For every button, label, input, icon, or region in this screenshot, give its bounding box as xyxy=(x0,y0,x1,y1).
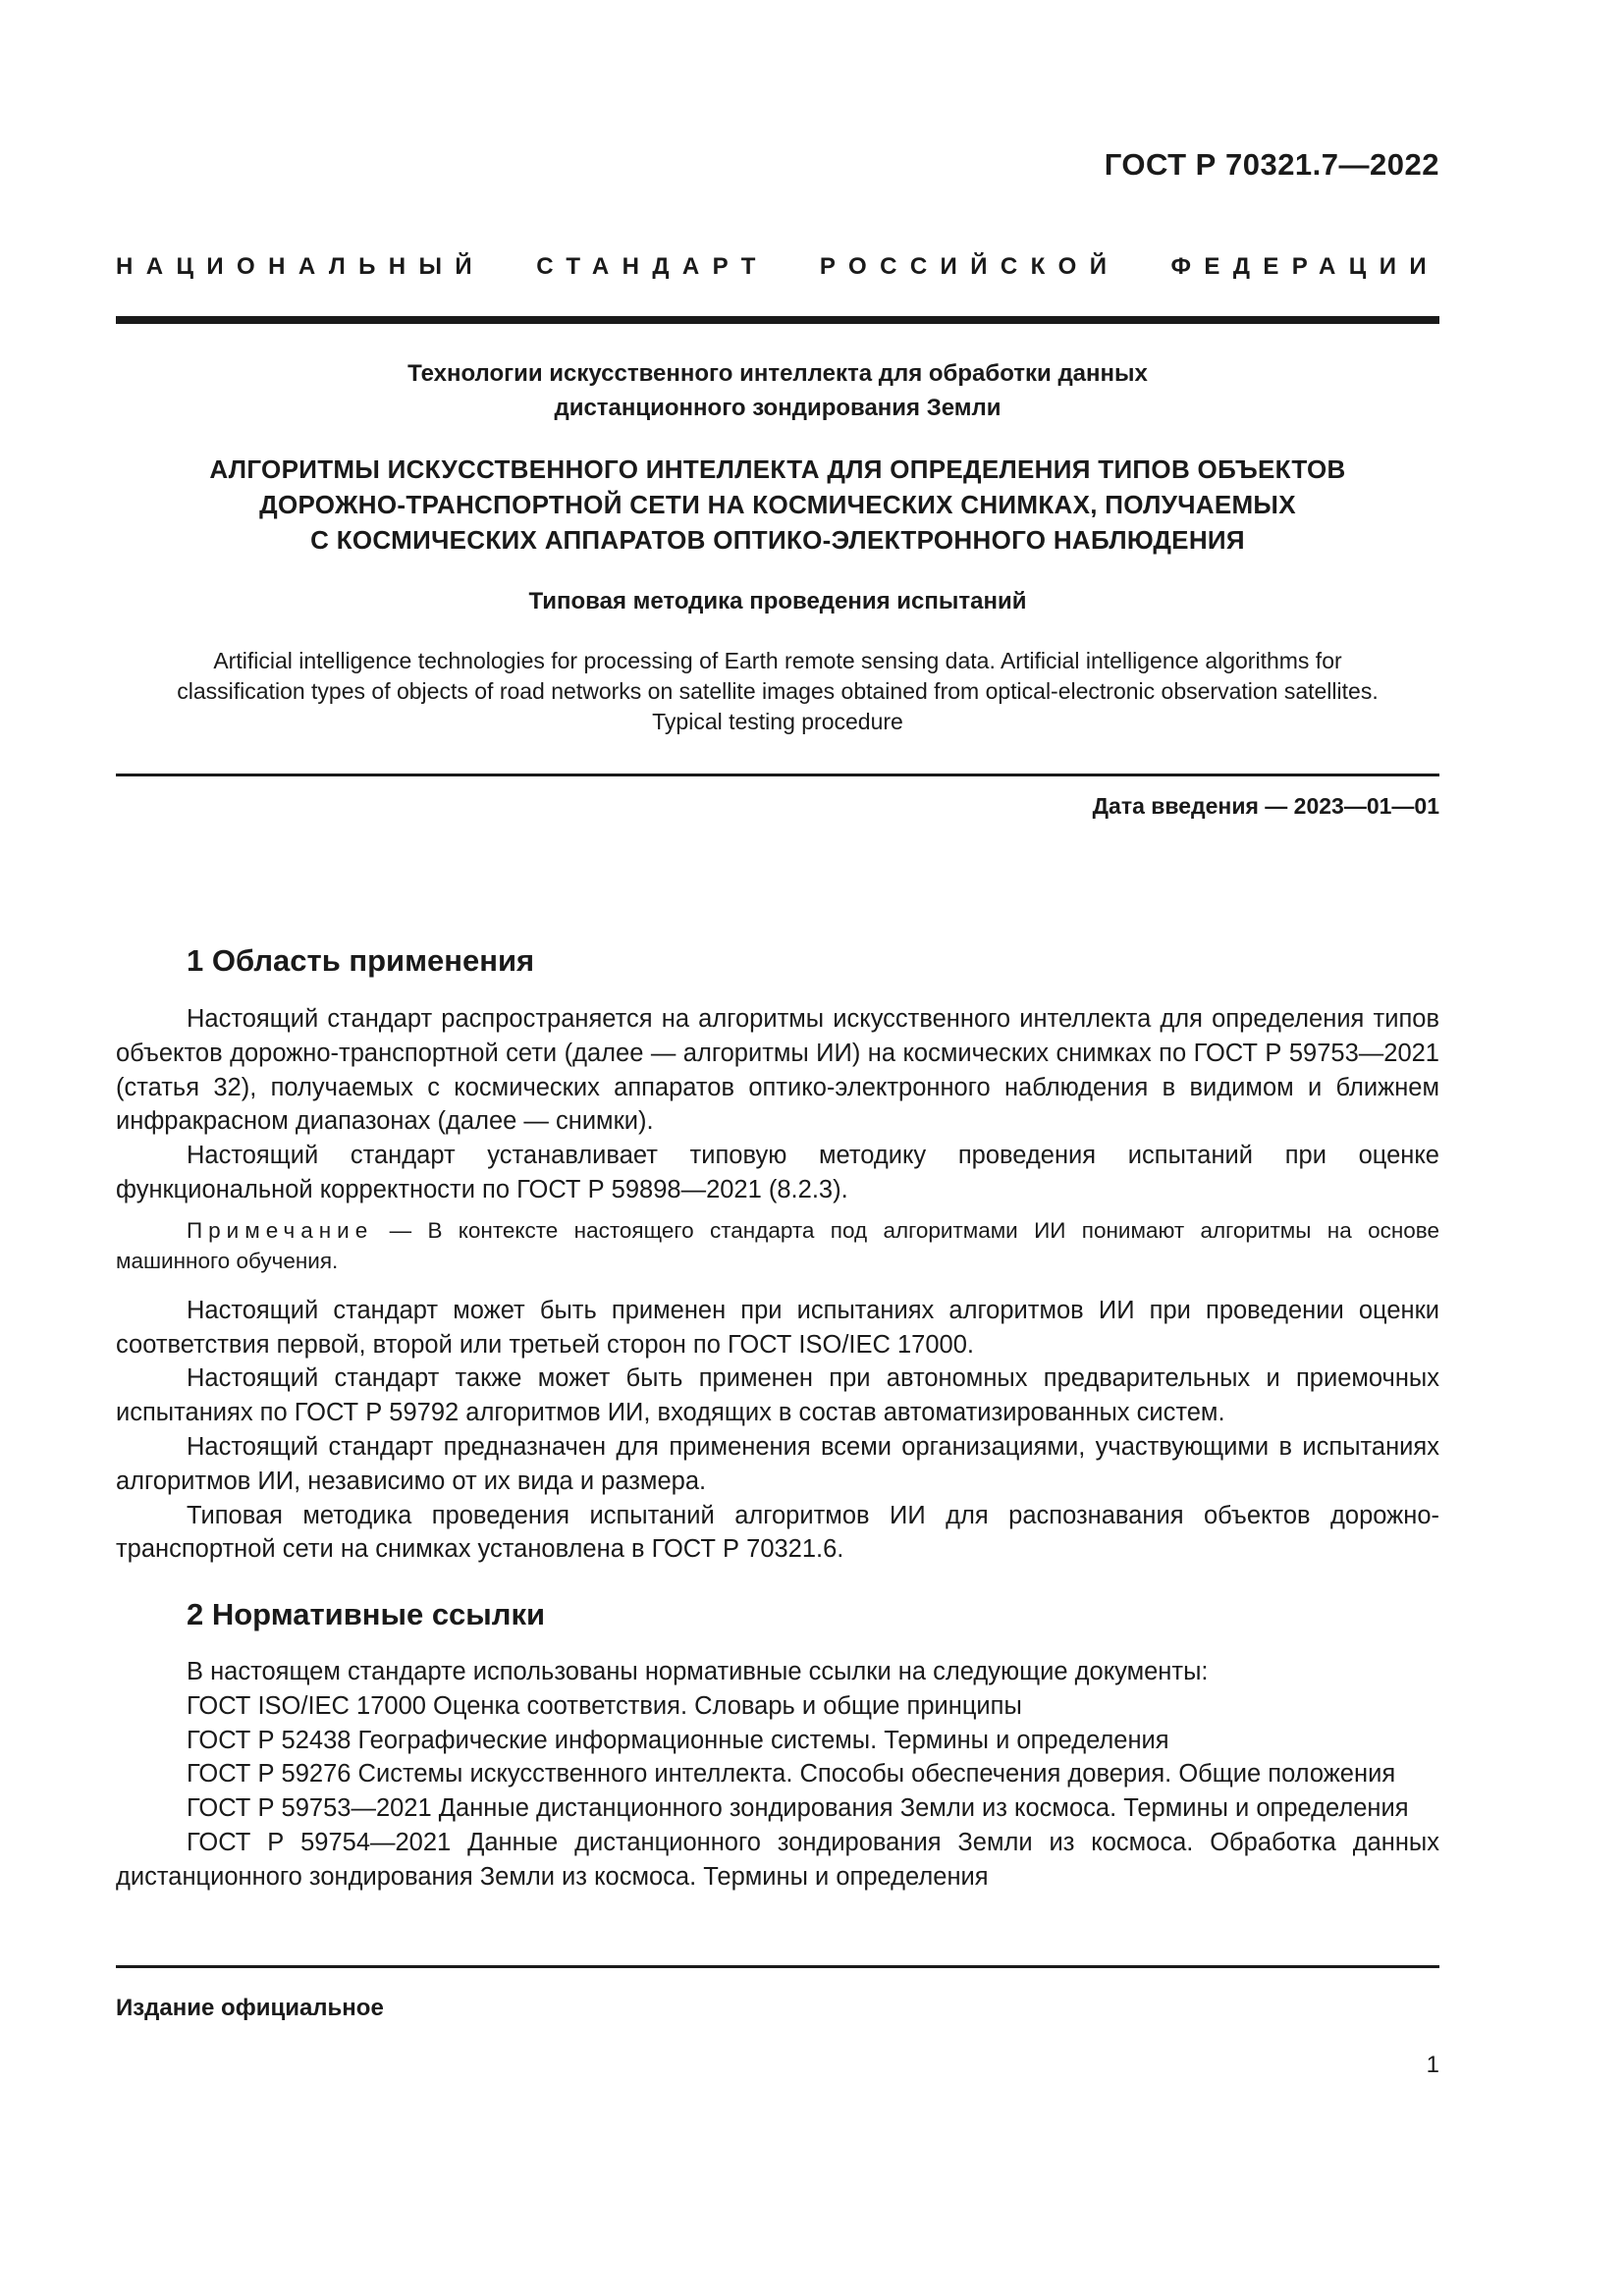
reference-item: ГОСТ ISO/IEC 17000 Оценка соответствия. Словарь и общие принципы xyxy=(187,1691,1022,1720)
english-title: Artificial intelligence technologies for processing of Earth remote sensing data. Artificial intelligence algorithms for classification types of objects of road networks on satellite images obtained from optical-electronic observation satellites. Typical testing procedure xyxy=(177,648,1379,734)
paragraph: В настоящем стандарте использованы нормативные ссылки на следующие документы: xyxy=(187,1658,1209,1685)
document-code: ГОСТ Р 70321.7—2022 xyxy=(1104,147,1439,182)
national-standard-banner: НАЦИОНАЛЬНЫЙ СТАНДАРТ РОССИЙСКОЙ ФЕДЕРАЦИИ xyxy=(116,253,1439,280)
paragraph: Настоящий стандарт также может быть применен при автономных предварительных и приемочных испытаниях по ГОСТ Р 59792 алгоритмов ИИ, входящих в состав автоматизированных систем. xyxy=(116,1364,1439,1427)
paragraph: Настоящий стандарт распространяется на алгоритмы искусственного интеллекта для определения типов объектов дорожно-транспортной сети (далее — алгоритмы ИИ) на космических снимках по ГОСТ Р 59753—2021 (статья 32), получаемых с космических аппаратов оптико-электронного наблюдения в видимом и ближнем инфракрасном диапазонах (далее — снимки). xyxy=(116,1005,1439,1136)
page-number: 1 xyxy=(1426,2052,1439,2078)
part-title: Типовая методика проведения испытаний xyxy=(528,588,1027,614)
paragraph: Типовая методика проведения испытаний алгоритмов ИИ для распознавания объектов дорожно-транспортной сети на снимках установлена в ГОСТ Р 70321.6. xyxy=(116,1501,1439,1564)
main-title: АЛГОРИТМЫ ИСКУССТВЕННОГО ИНТЕЛЛЕКТА ДЛЯ ОПРЕДЕЛЕНИЯ ТИПОВ ОБЪЕКТОВ ДОРОЖНО-ТРАНСПОРТНОЙ СЕТИ НА КОСМИЧЕСКИХ СНИМКАХ, ПОЛУЧАЕМЫХ С КОСМИЧЕСКИХ АППАРАТОВ ОПТИКО-ЭЛЕКТРОННОГО НАБЛЮДЕНИЯ xyxy=(209,454,1346,555)
paragraph: Настоящий стандарт может быть применен при испытаниях алгоритмов ИИ при проведении оценки соответствия первой, второй или третьей сторон по ГОСТ ISO/IEC 17000. xyxy=(116,1296,1439,1359)
official-edition-label: Издание официальное xyxy=(116,1995,384,2021)
reference-item: ГОСТ Р 59753—2021 Данные дистанционного зондирования Земли из космоса. Термины и определения xyxy=(187,1794,1409,1823)
section-1-body xyxy=(116,1002,1439,1567)
reference-item: ГОСТ Р 59276 Системы искусственного интеллекта. Способы обеспечения доверия. Общие положения xyxy=(187,1760,1396,1789)
paragraph: Настоящий стандарт предназначен для применения всеми организациями, участвующими в испытаниях алгоритмов ИИ, независимо от их вида и размера. xyxy=(116,1432,1439,1495)
standard-group-title: Технологии искусственного интеллекта для обработки данных дистанционного зондирования Земли xyxy=(407,360,1148,421)
title-divider xyxy=(116,774,1439,776)
note-text: — В контексте настоящего стандарта под алгоритмами ИИ понимают алгоритмы на основе машинного обучения. xyxy=(116,1217,1439,1273)
reference-item: ГОСТ Р 52438 Географические информационные системы. Термины и определения xyxy=(187,1726,1169,1754)
date-of-introduction: Дата введения — 2023—01—01 xyxy=(1092,793,1439,819)
note-label: Примечание xyxy=(187,1217,374,1243)
note xyxy=(116,1215,1439,1276)
header-divider xyxy=(116,316,1439,324)
paragraph: Настоящий стандарт устанавливает типовую методику проведения испытаний при оценке функциональной корректности по ГОСТ Р 59898—2021 (8.2.3). xyxy=(116,1142,1439,1203)
section-1-heading: 1 Область применения xyxy=(187,943,535,978)
footer-divider xyxy=(116,1965,1439,1968)
section-2-heading: 2 Нормативные ссылки xyxy=(187,1597,546,1631)
section-2-body xyxy=(116,1655,1439,1895)
reference-item: ГОСТ Р 59754—2021 Данные дистанционного зондирования Земли из космоса. Обработка данных дистанционного зондирования Земли из космоса. Термины и определения xyxy=(116,1828,1439,1891)
